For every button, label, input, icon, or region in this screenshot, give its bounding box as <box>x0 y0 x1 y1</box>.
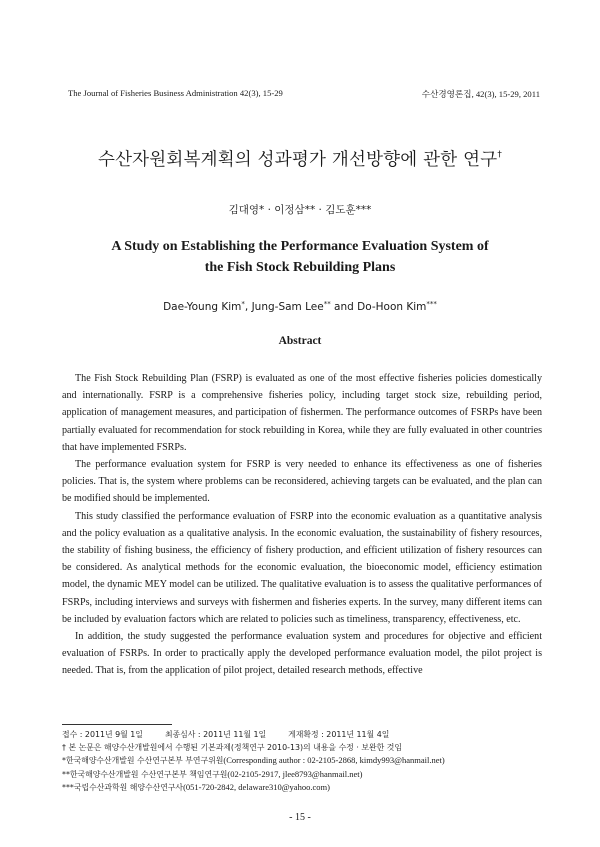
author-1-affiliation <box>62 754 542 768</box>
author-2-affiliation-korean: **한국해양수산개발원 수산연구본부 책임연구원 <box>62 769 228 779</box>
accepted-date: 게재확정 : 2011년 11월 4일 <box>288 730 390 739</box>
abstract-paragraph-4: In addition, the study suggested the performance evaluation system and procedures for objective and efficient evaluation of FSRPs. In order to practically apply the developed performance evaluation model, the pilot project is needed. That is, from the application of pilot project, detailed research methods, effective <box>62 631 542 677</box>
author-separator-1: , <box>244 301 252 313</box>
english-title-line-2: the Fish Stock Rebuilding Plans <box>204 260 396 275</box>
title-dagger-mark: † <box>497 150 503 160</box>
author-1: Dae-Young Kim <box>163 301 242 313</box>
author-3-affiliation <box>62 781 542 795</box>
abstract-heading: Abstract <box>278 335 322 347</box>
abstract-paragraph-3: This study classified the performance evaluation of FSRP into the economic evaluation as a quantitative analysis and the policy evaluation as a qualitative analysis. In the economic evaluation, the sustainability of fishery resources, the stability of fishing business, the efficiency of fishery production, and efficient utilization of fishery resources can be considered. As analytical methods for the economic evaluation, the bioeconomic model, efficiency estimation model, the dynamic MEY model can be utilized. The qualitative evaluation is to assess the qualitative performances of FSRPs, including interviews and surveys with fishermen and fisheries experts. In the survey, many different items can be included by evaluation factors which are related to policies such as timeliness, transparency, effectiveness, etc. <box>62 510 542 625</box>
submission-dates <box>62 728 542 742</box>
author-3-mark: *** <box>426 300 437 308</box>
funding-note: † 본 논문은 해양수산개발원에서 수행된 기본과제(정책연구 2010-13)의 내용을 수정 · 보완한 것임 <box>62 742 402 752</box>
abstract-paragraph-1: The Fish Stock Rebuilding Plan (FSRP) is evaluated as one of the most effective fisheries policies domestically and internationally. FSRP is a comprehensive fisheries policy, including target stock size, rebuilding period, application of management measures, and participation of fishermen. The performance outcomes of FSRPs have been partially evaluated for recommendation for stock rebuilding in Korea, while they are fully evaluated in other countries that have implemented FSRPs. <box>62 373 542 453</box>
author-3: Do-Hoon Kim <box>357 301 427 313</box>
author-3-contact: (051-720-2842, delaware310@yahoo.com) <box>183 782 330 793</box>
author-3-affiliation-korean: ***국립수산과학원 해양수산연구사 <box>62 783 184 793</box>
received-date: 접수 : 2011년 9월 1일 <box>62 730 143 739</box>
english-authors <box>0 300 600 313</box>
running-head <box>68 88 540 102</box>
korean-title-text: 수산자원회복계획의 성과평가 개선방향에 관한 연구 <box>97 150 498 170</box>
english-title <box>0 236 600 278</box>
running-head-english: The Journal of Fisheries Business Administration 42(3), 15-29 <box>68 88 283 98</box>
author-2-mark: ** <box>323 300 331 308</box>
abstract-body <box>62 370 542 680</box>
author-2-affiliation <box>62 768 542 782</box>
page-number: - 15 - <box>289 812 311 823</box>
footnotes <box>62 728 542 795</box>
author-1-contact: (Corresponding author : 02-2105-2868, kimdy993@hanmail.net) <box>223 755 445 766</box>
author-1-mark: * <box>241 300 245 308</box>
author-separator-2: and <box>330 301 358 313</box>
footnote-divider <box>62 724 172 725</box>
korean-title <box>0 146 600 171</box>
review-date: 최종심사 : 2011년 11월 1일 <box>164 730 267 739</box>
abstract-paragraph-2: The performance evaluation system for FSRP is very needed to enhance its effectiveness as one of fisheries policies. That is, the system where problems can be reconsidered, achieving targets can be evaluated, and the plan can be modified should be implemented. <box>62 459 542 505</box>
english-title-line-1: A Study on Establishing the Performance Evaluation System of <box>111 239 489 254</box>
running-head-korean: 수산경영론집, 42(3), 15-29, 2011 <box>421 89 540 99</box>
author-2-contact: (02-2105-2917, jlee8793@hanmail.net) <box>227 768 363 779</box>
author-1-affiliation-korean: *한국해양수산개발원 수산연구본부 부연구위원 <box>62 756 224 766</box>
author-2: Jung-Sam Lee <box>251 301 324 313</box>
korean-authors: 김대영* · 이정삼** · 김도훈*** <box>228 204 372 216</box>
